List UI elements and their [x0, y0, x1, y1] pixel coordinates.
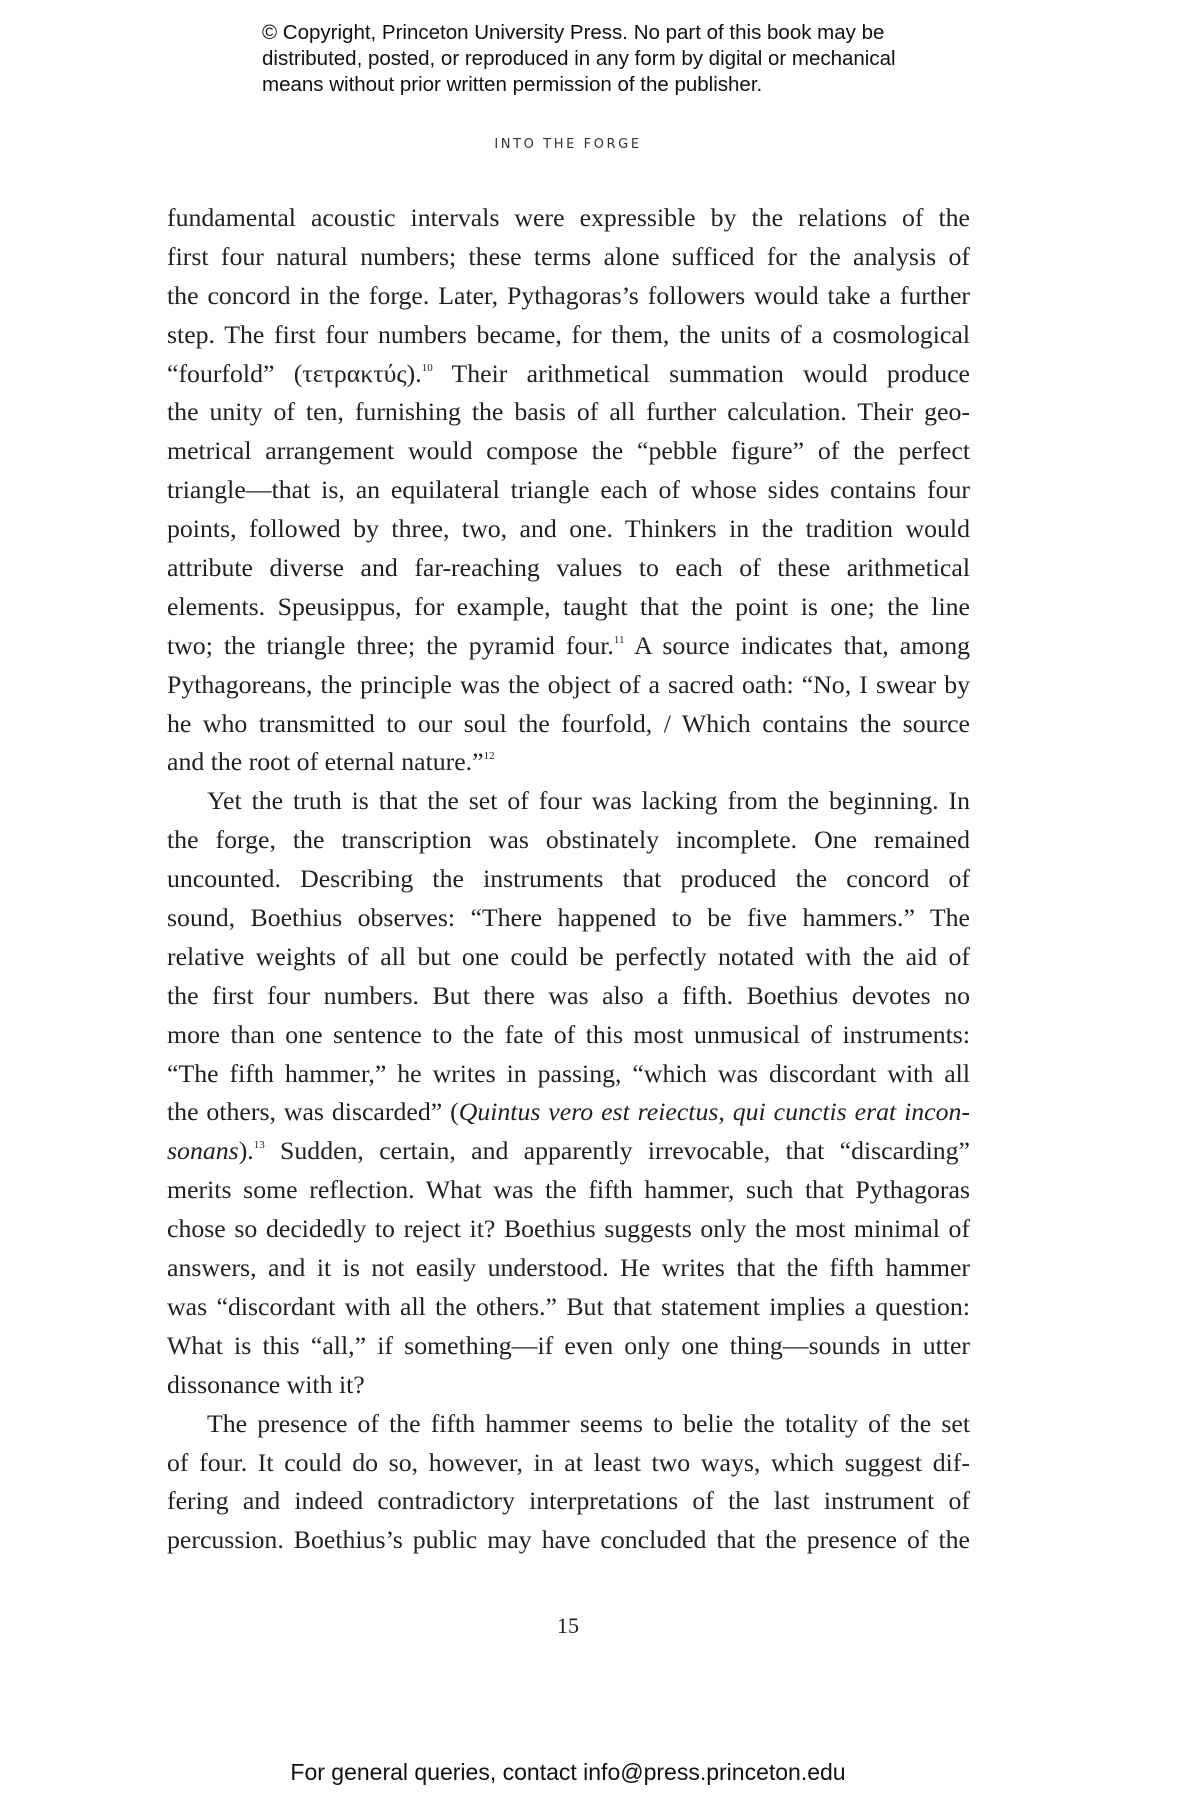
text-line — [167, 1093, 970, 1132]
text-line: percussion. Boethius’s public may have concluded that the presence of the — [167, 1525, 970, 1555]
text-line: the concord in the forge. Later, Pythagoras’s followers would take a further — [167, 280, 970, 310]
text-line: more than one sentence to the fate of this most unmusical of instruments: — [167, 1019, 970, 1049]
text-line: elements. Speusippus, for example, taught that the point is one; the line — [167, 591, 970, 621]
text-run: and the root of eternal nature.” — [167, 747, 484, 777]
footnote-ref: 11 — [613, 633, 625, 646]
text-run: the others, was discarded” ( — [167, 1097, 459, 1127]
text-line: points, followed by three, two, and one. Thinkers in the tradition would — [167, 514, 970, 544]
text-line — [167, 1132, 970, 1171]
text-line: merits some reflection. What was the fifth hammer, such that Pythagoras — [167, 1175, 970, 1205]
latin-quote: Quintus vero est reiectus, qui cunctis erat incon- — [458, 1097, 970, 1127]
text-line: What is this “all,” if something—if even only one thing—sounds in utter — [167, 1330, 970, 1360]
footnote-ref: 12 — [483, 750, 495, 763]
footnote-ref: 10 — [421, 361, 433, 374]
text-line: “The fifth hammer,” he writes in passing, “which was discordant with all — [167, 1058, 970, 1088]
page-number: 15 — [557, 1613, 579, 1638]
text-line: uncounted. Describing the instruments that produced the concord of — [167, 864, 970, 894]
text-line: triangle—that is, an equilateral triangle each of whose sides contains four — [167, 475, 970, 505]
text-line: attribute diverse and far-reaching values to each of these arithmetical — [167, 553, 970, 583]
copyright-line: distributed, posted, or reproduced in any form by digital or mechanical — [262, 47, 896, 70]
text-line: The presence of the fifth hammer seems to belie the totality of the set — [207, 1408, 970, 1438]
text-run: Sudden, certain, and apparently irrevocable, that “discarding” — [264, 1136, 970, 1166]
running-head: INTO THE FORGE — [494, 137, 642, 152]
text-line: sound, Boethius observes: “There happened to be five hammers.” The — [167, 903, 970, 933]
text-line: fundamental acoustic intervals were expressible by the relations of the — [167, 203, 970, 232]
text-line: Yet the truth is that the set of four was lacking from the beginning. In — [207, 786, 970, 816]
text-run: Their arithmetical summation would produce — [432, 358, 971, 388]
copyright-line: © Copyright, Princeton University Press. No part of this book may be — [262, 21, 885, 44]
text-line: step. The first four numbers became, for them, the units of a cosmological — [167, 319, 970, 349]
text-line: metrical arrangement would compose the “pebble figure” of the perfect — [167, 436, 970, 466]
text-line: first four natural numbers; these terms alone sufficed for the analysis of — [167, 241, 970, 271]
text-line — [167, 743, 970, 782]
text-line: the unity of ten, furnishing the basis of all further calculation. Their geo- — [167, 397, 970, 427]
text-line: chose so decidedly to reject it? Boethius suggests only the most minimal of — [167, 1214, 970, 1244]
text-run: ). — [238, 1136, 254, 1166]
text-run: A source indicates that, among — [624, 630, 970, 660]
text-line — [167, 355, 970, 394]
text-run: “fourfold” (τετρακτύς). — [167, 358, 422, 388]
footnote-ref: 13 — [253, 1139, 265, 1152]
footer-contact: For general queries, contact info@press.princeton.edu — [290, 1759, 846, 1785]
text-line: the first four numbers. But there was also a fifth. Boethius devotes no — [167, 980, 970, 1010]
text-line: Pythagoreans, the principle was the object of a sacred oath: “No, I swear by — [167, 669, 970, 699]
body-text — [167, 199, 970, 1560]
text-run: two; the triangle three; the pyramid four. — [167, 630, 614, 660]
text-line: fering and indeed contradictory interpretations of the last instrument of — [167, 1486, 970, 1516]
text-line: he who transmitted to our soul the fourfold, / Which contains the source — [167, 708, 970, 738]
text-line: dissonance with it? — [167, 1369, 365, 1399]
text-line: was “discordant with all the others.” But that statement implies a question: — [167, 1291, 970, 1321]
text-line — [167, 627, 970, 666]
text-line: of four. It could do so, however, in at least two ways, which suggest dif- — [167, 1447, 970, 1477]
text-line: the forge, the transcription was obstinately incomplete. One remained — [167, 825, 970, 855]
copyright-line: means without prior written permission of the publisher. — [262, 73, 763, 96]
latin-quote: sonans — [167, 1136, 239, 1166]
text-line: answers, and it is not easily understood. He writes that the fifth hammer — [167, 1253, 970, 1283]
copyright-notice — [262, 20, 982, 98]
text-line: relative weights of all but one could be perfectly notated with the aid of — [167, 941, 970, 971]
